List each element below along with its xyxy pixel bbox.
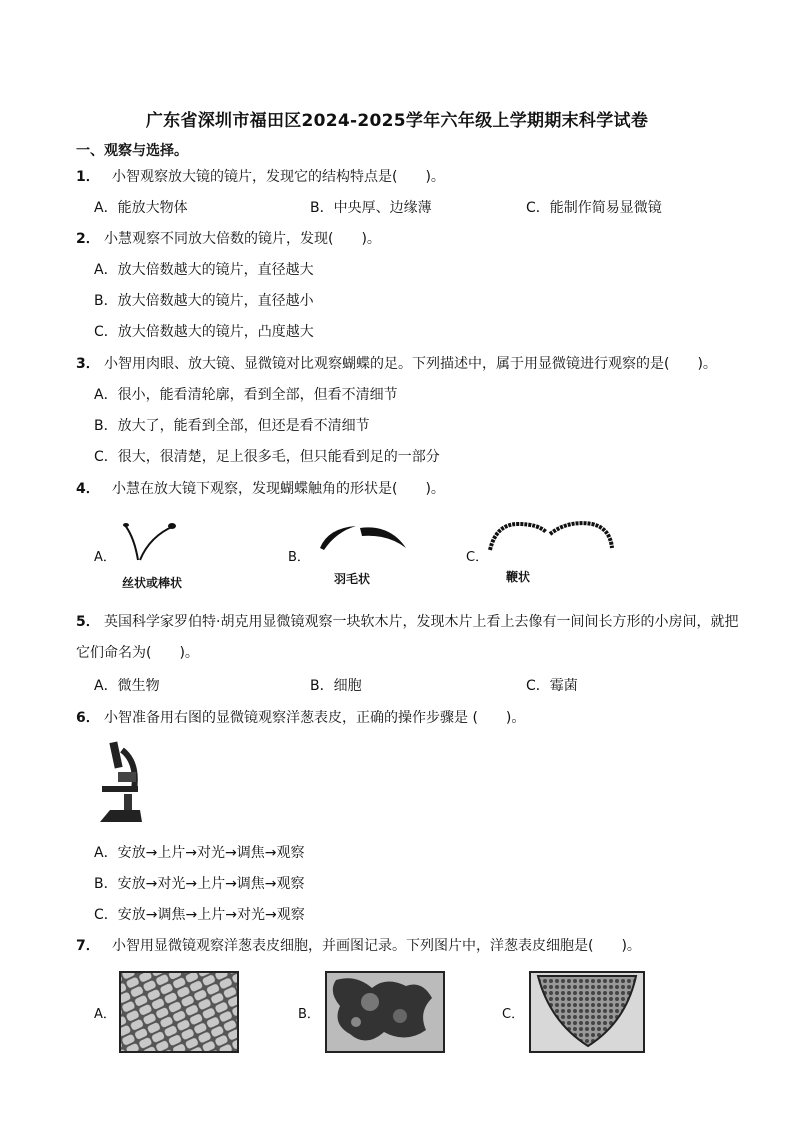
microscope-image	[94, 740, 144, 824]
option[interactable]: C．霉菌	[526, 678, 578, 694]
antenna-filiform-image	[120, 522, 190, 574]
option[interactable]: A．很小，能看清轮廓，看到全部，但看不清细节	[94, 387, 398, 403]
option[interactable]: A．能放大物体	[94, 200, 188, 216]
antenna-feather-image	[318, 522, 408, 562]
option[interactable]: B．	[298, 1007, 320, 1022]
antenna-caption: 羽毛状	[334, 572, 371, 586]
question-5: 5． 英国科学家罗伯特·胡克用显微镜观察一块软木片，发现木片上看上去像有一间间长方形的小房间，就把它们命名为( )。	[76, 614, 739, 661]
option[interactable]: C．	[466, 550, 489, 565]
antenna-whip-image	[488, 520, 618, 560]
option[interactable]: B．细胞	[310, 678, 362, 694]
option[interactable]: C．能制作简易显微镜	[526, 200, 662, 216]
section-heading: 一、观察与选择。	[76, 143, 188, 159]
question-2: 2． 小慧观察不同放大倍数的镜片，发现( )。	[76, 231, 381, 247]
question-1: 1． 小智观察放大镜的镜片，发现它的结构特点是( )。	[76, 169, 445, 185]
option[interactable]: B．中央厚、边缘薄	[310, 200, 432, 216]
antenna-caption: 丝状或棒状	[122, 576, 183, 590]
question-3: 3． 小智用肉眼、放大镜、显微镜对比观察蝴蝶的足。下列描述中，属于用显微镜进行观察的是( )。	[76, 356, 717, 372]
question-7: 7． 小智用显微镜观察洋葱表皮细胞，并画图记录。下列图片中，洋葱表皮细胞是( )。	[76, 938, 641, 954]
mold-image	[326, 972, 444, 1052]
option[interactable]: A．	[94, 1007, 116, 1022]
option[interactable]: B．放大了，能看到全部，但还是看不清细节	[94, 418, 370, 434]
antenna-caption: 鞭状	[506, 570, 531, 584]
root-tip-image	[530, 972, 644, 1052]
option[interactable]: A．	[94, 550, 116, 565]
onion-cells-image	[120, 972, 238, 1052]
option[interactable]: C．放大倍数越大的镜片，凸度越大	[94, 324, 314, 340]
option[interactable]: C．	[502, 1007, 525, 1022]
page-title: 广东省深圳市福田区2024-2025学年六年级上学期期末科学试卷	[145, 111, 649, 131]
option[interactable]: C．安放→调焦→上片→对光→观察	[94, 907, 305, 923]
option[interactable]: B．放大倍数越大的镜片，直径越小	[94, 293, 314, 309]
option[interactable]: A．放大倍数越大的镜片，直径越大	[94, 262, 314, 278]
option[interactable]: B．	[288, 550, 310, 565]
question-4: 4． 小慧在放大镜下观察，发现蝴蝶触角的形状是( )。	[76, 481, 445, 497]
option[interactable]: C．很大，很清楚，足上很多毛，但只能看到足的一部分	[94, 449, 440, 465]
option[interactable]: B．安放→对光→上片→调焦→观察	[94, 876, 305, 892]
question-6: 6． 小智准备用右图的显微镜观察洋葱表皮，正确的操作步骤是 ( )。	[76, 710, 526, 726]
option[interactable]: A．安放→上片→对光→调焦→观察	[94, 845, 305, 861]
option[interactable]: A．微生物	[94, 678, 160, 694]
